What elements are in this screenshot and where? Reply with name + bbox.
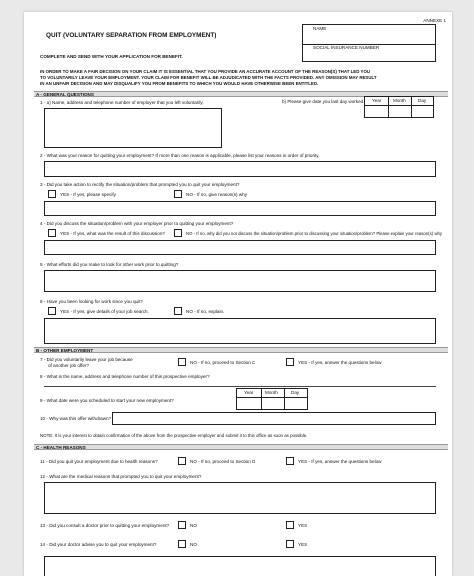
- q8-answer-line[interactable]: [44, 386, 436, 387]
- q12-label: 12 - What are the medical reasons that prompted you to quit your employment?: [40, 474, 202, 479]
- q7-label-cont: of another job offer?: [48, 363, 90, 368]
- q14-no-label: NO: [190, 542, 197, 547]
- q14-no-checkbox[interactable]: [178, 540, 186, 548]
- complete-instruction: COMPLETE AND SEND WITH YOUR APPLICATION FOR BENEFIT.: [40, 54, 183, 59]
- q14-yes-checkbox[interactable]: [286, 540, 294, 548]
- form-title: QUIT (VOLUNTARY SEPARATION FROM EMPLOYMENT): [46, 32, 217, 39]
- q11-yes-checkbox[interactable]: [286, 457, 294, 465]
- q4-label: 4 - Did you discuss the situation/problem with your employer prior to quitting your employment?: [40, 221, 234, 226]
- q13-label: 13 - Did you consult a doctor prior to quitting your employment?: [40, 523, 170, 528]
- q3-no-checkbox[interactable]: [174, 190, 182, 198]
- q6-details-field[interactable]: [44, 318, 436, 344]
- q11-no-label: NO - If no, proceed to Section D: [190, 459, 256, 464]
- q7-yes-checkbox[interactable]: [286, 358, 294, 366]
- q3-details-field[interactable]: [44, 201, 436, 216]
- q6-no-checkbox[interactable]: [174, 307, 182, 315]
- q3-yes-checkbox[interactable]: [48, 190, 56, 198]
- q6-yes-label: YES - If yes, give details of your job search.: [60, 309, 149, 314]
- start-year-field[interactable]: [237, 397, 260, 409]
- q3-no-label: NO - If no, give reason(s) why: [186, 192, 248, 197]
- annex-label: ANNEXE 1: [423, 18, 446, 23]
- warning-line-1: IN ORDER TO MAKE A FAIR DECISION ON YOUR CLAIM IT IS ESSENTIAL THAT YOU PROVIDE AN ACCURATE ACCOUNT OF THE REASON(S) THAT LED YOU: [40, 69, 371, 74]
- warning-line-2: TO VOLUNTARILY LEAVE YOUR EMPLOYMENT. YOUR CLAIM FOR BENEFIT WILL BE ADJUDICATED WITH THE FACTS PROVIDED. ANY OMISSION MAY RESULT: [40, 75, 377, 80]
- q4-no-checkbox[interactable]: [174, 229, 182, 237]
- q11-no-checkbox[interactable]: [178, 457, 186, 465]
- q14-yes-label: YES: [298, 542, 308, 547]
- month-label: Month: [265, 390, 278, 395]
- section-c-title: C - HEALTH REASONS: [36, 445, 86, 450]
- day-label: Day: [418, 98, 427, 103]
- q3-yes-label: YES - If yes, please specify: [60, 192, 116, 197]
- section-b-note: NOTE: It is your interest to obtain confirmation of the above from the prospective employer and submit it to this office as soon as possible.: [40, 433, 308, 438]
- q9-label: 9 - What date were you scheduled to start your new employment?: [40, 398, 174, 403]
- q11-yes-label: YES - If yes, answer the questions below: [298, 459, 382, 464]
- q3-label: 3 - Did you take action to rectify the situation/problem that prompted you to quit your employment?: [40, 182, 240, 187]
- q2-label: 2 - What was your reason for quitting your employment? If more than one reason is applicable, please list your reasons in order of priority.: [40, 153, 320, 158]
- q10-reason-field[interactable]: [112, 412, 436, 425]
- q5-efforts-field[interactable]: [44, 270, 436, 292]
- q13-no-checkbox[interactable]: [178, 521, 186, 529]
- name-field[interactable]: [312, 31, 434, 42]
- warning-line-3: IN AN UNFAIR DECISION AND MAY DISQUALIFY YOU FROM BENEFITS TO WHICH YOU WOULD HAVE OTHERWISE BEEN ENTITLED.: [40, 81, 319, 86]
- section-b-title: B - OTHER EMPLOYMENT: [36, 348, 94, 353]
- name-label: NAME: [313, 26, 327, 31]
- q14-label: 14 - Did your doctor advise you to quit your employment?: [40, 542, 157, 547]
- day-label: Day: [291, 390, 300, 395]
- form-page: [24, 12, 452, 576]
- q6-label: 6 - Have you been looking for work since you quit?: [40, 299, 143, 304]
- q14-details-field[interactable]: [44, 556, 436, 576]
- start-day-field[interactable]: [285, 397, 307, 409]
- q1b-label: b) Please give date you last day worked.: [282, 99, 365, 104]
- section-b-header: [34, 347, 448, 353]
- last-day-day-field[interactable]: [411, 105, 433, 117]
- q5-label: 5 - What efforts did you make to look for other work prior to quitting?: [40, 262, 179, 267]
- sin-field[interactable]: [312, 50, 434, 61]
- q6-yes-checkbox[interactable]: [48, 307, 56, 315]
- q7-yes-label: YES - If yes, answer the questions below: [298, 360, 382, 365]
- q13-no-label: NO: [190, 523, 197, 528]
- section-c-header: [34, 444, 448, 450]
- q11-label: 11 - Did you quit your employment due to health reasons?: [40, 459, 158, 464]
- q6-no-label: NO - If no, explain.: [186, 309, 225, 314]
- q4-no-label: NO - If no, why did you not discuss the situation/problem prior to discussing your situation/problem? Please explain your reason(s) why: [186, 231, 443, 236]
- q8-label: 8 - What is the name, address and telephone number of this prospective employer?: [40, 374, 210, 379]
- sin-label: SOCIAL INSURANCE NUMBER: [313, 45, 380, 50]
- start-month-field[interactable]: [261, 397, 284, 409]
- q7-no-checkbox[interactable]: [178, 358, 186, 366]
- q4-yes-checkbox[interactable]: [48, 229, 56, 237]
- employer-details-field[interactable]: [44, 108, 222, 148]
- q4-yes-label: YES - If yes, what was the result of this discussion?: [60, 231, 165, 236]
- q7-label: 7 - Did you voluntarily leave your job because: [40, 357, 133, 362]
- last-day-year-field[interactable]: [365, 105, 387, 117]
- reason-quitting-field[interactable]: [44, 161, 436, 177]
- q1a-label: 1 - a) Name, address and telephone number of employer that you left voluntarily.: [40, 100, 204, 105]
- q10-label: 10 - Why was this offer withdrawn?: [40, 416, 112, 421]
- q12-medical-reasons-field[interactable]: [44, 482, 436, 514]
- year-label: Year: [372, 98, 382, 103]
- q13-yes-label: YES: [298, 523, 308, 528]
- q13-yes-checkbox[interactable]: [286, 521, 294, 529]
- month-label: Month: [393, 98, 406, 103]
- year-label: Year: [244, 390, 254, 395]
- section-a-title: A - GENERAL QUESTIONS: [36, 92, 94, 97]
- q7-no-label: NO - If no, proceed to Section C: [190, 360, 256, 365]
- last-day-month-field[interactable]: [388, 105, 410, 117]
- q4-details-field[interactable]: [44, 240, 436, 255]
